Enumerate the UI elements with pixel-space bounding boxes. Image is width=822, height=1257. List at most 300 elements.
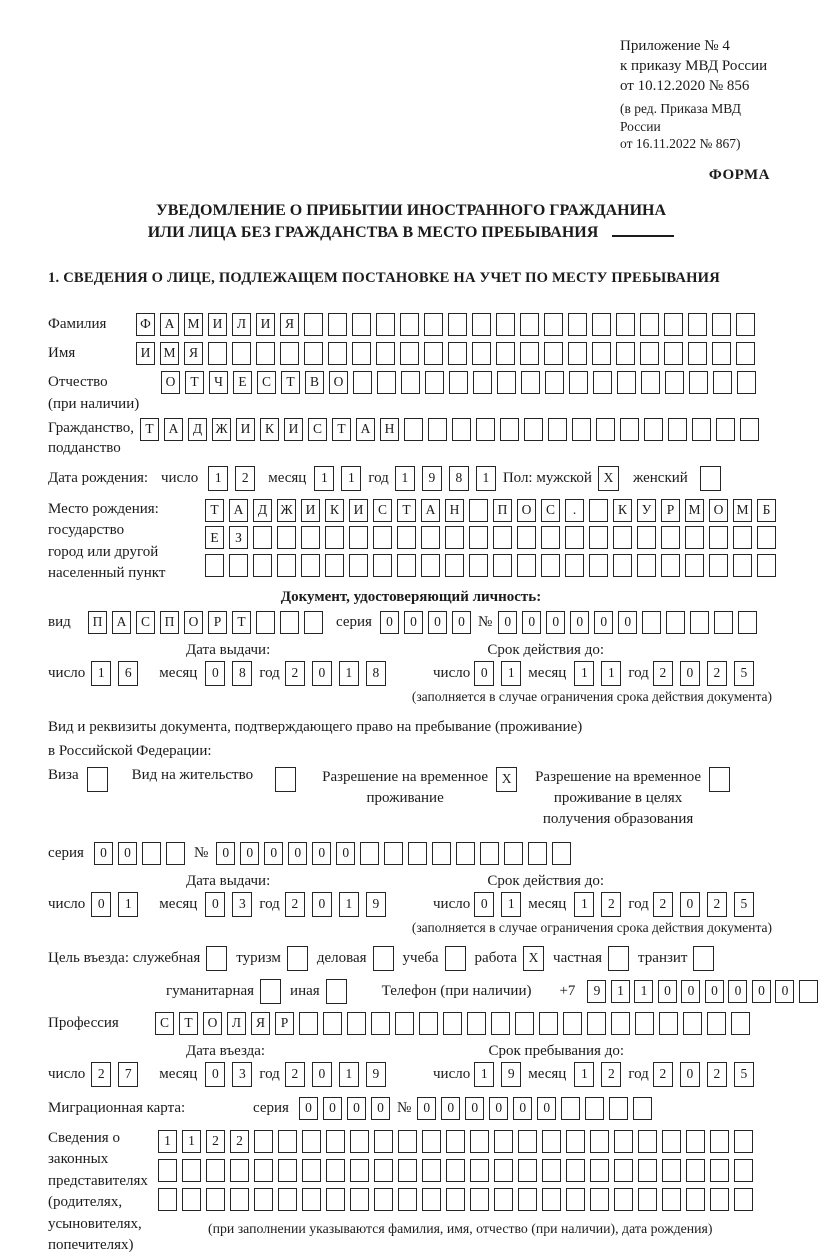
permit-dates-block xyxy=(48,873,774,936)
char-cell: 1 xyxy=(339,1062,359,1087)
char-cell xyxy=(256,342,275,365)
char-cell xyxy=(472,342,491,365)
char-cell: Т xyxy=(205,499,224,522)
doc-type-row xyxy=(48,611,774,634)
char-cell xyxy=(683,1012,702,1035)
char-cell xyxy=(472,313,491,336)
representatives-label-5: усыновителях, xyxy=(48,1215,142,1232)
permit-valid-note: (заполняется в случае ограничения срока действия документа) xyxy=(411,919,772,935)
char-cell: 0 xyxy=(336,842,355,865)
permit-valid-year-cells xyxy=(653,892,761,917)
patronymic-note: (при наличии) xyxy=(48,395,140,412)
char-cell xyxy=(565,554,584,577)
purpose-humanitarian-label: гуманитарная xyxy=(166,982,255,999)
char-cell xyxy=(693,946,714,971)
birth-month-label: месяц xyxy=(268,469,307,486)
char-cell xyxy=(734,1188,753,1211)
char-cell xyxy=(280,611,299,634)
representatives-labels xyxy=(48,1128,158,1257)
char-cell: 2 xyxy=(653,892,673,917)
char-cell: М xyxy=(184,313,203,336)
char-cell xyxy=(304,342,323,365)
char-cell xyxy=(384,842,403,865)
char-cell: 1 xyxy=(574,892,594,917)
char-cell xyxy=(326,1188,345,1211)
char-cell xyxy=(494,1130,513,1153)
char-cell xyxy=(206,946,227,971)
char-cell: С xyxy=(541,499,560,522)
char-cell xyxy=(422,1130,441,1153)
birth-place-cells-row1 xyxy=(205,499,781,522)
citizenship-cells xyxy=(140,418,764,441)
char-cell: А xyxy=(229,499,248,522)
char-cell: 5 xyxy=(734,892,754,917)
char-cell: 2 xyxy=(601,892,621,917)
doc-valid-until-group xyxy=(433,661,761,686)
char-cell xyxy=(280,342,299,365)
char-cell xyxy=(734,1159,753,1182)
char-cell xyxy=(158,1188,177,1211)
doc-valid-note: (заполняется в случае ограничения срока действия документа) xyxy=(411,688,772,704)
char-cell xyxy=(397,554,416,577)
char-cell xyxy=(637,526,656,549)
char-cell: 9 xyxy=(422,466,442,491)
char-cell: Е xyxy=(233,371,252,394)
char-cell: 9 xyxy=(501,1062,521,1087)
char-cell xyxy=(254,1188,273,1211)
char-cell: У xyxy=(637,499,656,522)
char-cell: 1 xyxy=(118,892,138,917)
resident-doc-paragraph xyxy=(48,715,774,763)
char-cell xyxy=(287,946,308,971)
char-cell xyxy=(496,313,515,336)
char-cell xyxy=(302,1159,321,1182)
char-cell xyxy=(469,526,488,549)
char-cell: Т xyxy=(232,611,251,634)
char-cell xyxy=(229,554,248,577)
char-cell: 2 xyxy=(707,1062,727,1087)
birth-place-label-3: город или другой xyxy=(48,543,159,560)
char-cell xyxy=(545,371,564,394)
char-cell xyxy=(665,371,684,394)
char-cell: 0 xyxy=(441,1097,460,1120)
surname-label: Фамилия xyxy=(48,315,107,332)
char-cell xyxy=(590,1130,609,1153)
char-cell: Т xyxy=(281,371,300,394)
char-cell xyxy=(799,980,818,1003)
char-cell: 0 xyxy=(118,842,137,865)
char-cell xyxy=(301,526,320,549)
char-cell: М xyxy=(160,342,179,365)
char-cell xyxy=(635,1012,654,1035)
char-cell: З xyxy=(229,526,248,549)
profession-cells xyxy=(155,1012,755,1035)
representatives-cells-row2 xyxy=(158,1159,758,1182)
char-cell xyxy=(585,1097,604,1120)
char-cell xyxy=(737,371,756,394)
char-cell xyxy=(520,342,539,365)
char-cell xyxy=(542,1159,561,1182)
char-cell: Р xyxy=(275,1012,294,1035)
patronymic-label: Отчество xyxy=(48,373,108,390)
char-cell xyxy=(326,1159,345,1182)
char-cell: В xyxy=(305,371,324,394)
char-cell xyxy=(712,342,731,365)
char-cell: О xyxy=(329,371,348,394)
char-cell xyxy=(421,554,440,577)
birth-place-label-2: государство xyxy=(48,522,125,538)
char-cell xyxy=(616,342,635,365)
char-cell xyxy=(542,1188,561,1211)
char-cell: 0 xyxy=(240,842,259,865)
char-cell xyxy=(496,342,515,365)
char-cell xyxy=(480,842,499,865)
stay-year-label: год xyxy=(628,1065,649,1082)
char-cell xyxy=(561,1097,580,1120)
stay-until-heading: Срок пребывания до: xyxy=(488,1042,624,1059)
migcard-series-label: серия xyxy=(253,1099,289,1116)
char-cell xyxy=(638,1159,657,1182)
char-cell xyxy=(166,842,185,865)
temp-permit-label-line2: проживание xyxy=(366,789,444,806)
char-cell xyxy=(661,526,680,549)
char-cell: 0 xyxy=(312,842,331,865)
char-cell: О xyxy=(517,499,536,522)
char-cell xyxy=(566,1188,585,1211)
doc-issue-year-cells xyxy=(285,661,393,686)
sex-female-checkbox xyxy=(700,466,721,491)
identity-doc-heading: Документ, удостоверяющий личность: xyxy=(280,588,542,605)
char-cell: 0 xyxy=(658,980,677,1003)
char-cell xyxy=(256,611,275,634)
char-cell xyxy=(500,418,519,441)
patronymic-row xyxy=(48,371,774,394)
visa-label: Виза xyxy=(48,766,79,783)
char-cell: 3 xyxy=(232,892,252,917)
char-cell xyxy=(616,313,635,336)
form-title xyxy=(48,200,774,244)
doc-valid-year-cells xyxy=(653,661,761,686)
representatives-cells-row1 xyxy=(158,1130,758,1153)
char-cell xyxy=(422,1188,441,1211)
birth-day-cells xyxy=(208,466,262,491)
purpose-business-checkbox xyxy=(373,946,394,971)
char-cell xyxy=(260,979,281,1004)
char-cell xyxy=(736,342,755,365)
char-cell: 0 xyxy=(94,842,113,865)
char-cell xyxy=(504,842,523,865)
phone-prefix: +7 xyxy=(559,982,576,999)
char-cell xyxy=(569,371,588,394)
temp-permit-edu-label-line3: получения образования xyxy=(542,810,694,827)
permit-series-label: серия xyxy=(48,844,84,861)
migcard-number-cells xyxy=(417,1097,657,1120)
char-cell xyxy=(613,526,632,549)
purpose-transit-label: транзит xyxy=(638,949,688,966)
char-cell: 1 xyxy=(501,661,521,686)
char-cell: 0 xyxy=(205,661,225,686)
char-cell xyxy=(528,842,547,865)
entry-month-cells xyxy=(205,1062,259,1087)
char-cell xyxy=(688,342,707,365)
char-cell xyxy=(613,554,632,577)
char-cell: . xyxy=(565,499,584,522)
char-cell xyxy=(544,313,563,336)
doc-issue-month-label: месяц xyxy=(159,664,198,681)
char-cell: Д xyxy=(188,418,207,441)
char-cell xyxy=(548,418,567,441)
doc-number-cells xyxy=(498,611,762,634)
char-cell: 2 xyxy=(707,661,727,686)
char-cell xyxy=(517,526,536,549)
char-cell: 8 xyxy=(366,661,386,686)
citizenship-row xyxy=(48,418,774,458)
char-cell: 2 xyxy=(235,466,255,491)
char-cell xyxy=(325,526,344,549)
forma-label: ФОРМА xyxy=(708,166,770,183)
permit-valid-day-label: число xyxy=(433,895,471,912)
char-cell: 2 xyxy=(206,1130,225,1153)
given-name-row xyxy=(48,342,774,365)
representatives-label-1: Сведения о xyxy=(48,1129,120,1146)
section1-heading: 1. СВЕДЕНИЯ О ЛИЦЕ, ПОДЛЕЖАЩЕМ ПОСТАНОВКЕ НА УЧЕТ ПО МЕСТУ ПРЕБЫВАНИЯ xyxy=(48,269,720,286)
char-cell: К xyxy=(325,499,344,522)
stay-month-cells xyxy=(574,1062,628,1087)
char-cell: А xyxy=(421,499,440,522)
char-cell: 9 xyxy=(366,1062,386,1087)
char-cell xyxy=(617,371,636,394)
purpose-tourism-checkbox xyxy=(287,946,308,971)
doc-number-label: № xyxy=(477,613,493,630)
char-cell xyxy=(374,1130,393,1153)
permit-valid-until-heading: Срок действия до: xyxy=(487,872,604,889)
char-cell xyxy=(377,371,396,394)
char-cell xyxy=(422,1159,441,1182)
char-cell xyxy=(446,1188,465,1211)
char-cell xyxy=(517,554,536,577)
purpose-work-checkbox xyxy=(523,946,544,971)
char-cell: А xyxy=(356,418,375,441)
appendix-line-3: от 10.12.2020 № 856 xyxy=(620,78,750,94)
char-cell: 0 xyxy=(205,1062,225,1087)
char-cell: 8 xyxy=(449,466,469,491)
sex-male-checkbox xyxy=(598,466,619,491)
char-cell xyxy=(443,1012,462,1035)
permit-series-row xyxy=(48,842,774,865)
char-cell: 1 xyxy=(634,980,653,1003)
temp-permit-edu-checkbox xyxy=(709,767,730,792)
char-cell xyxy=(563,1012,582,1035)
char-cell xyxy=(713,371,732,394)
purpose-private-checkbox xyxy=(608,946,629,971)
char-cell xyxy=(376,342,395,365)
char-cell xyxy=(395,1012,414,1035)
char-cell xyxy=(518,1188,537,1211)
stay-until-group xyxy=(433,1062,761,1087)
char-cell: С xyxy=(155,1012,174,1035)
entry-day-cells xyxy=(91,1062,145,1087)
char-cell xyxy=(326,979,347,1004)
char-cell xyxy=(275,767,296,792)
char-cell: 1 xyxy=(314,466,334,491)
char-cell xyxy=(589,526,608,549)
char-cell xyxy=(592,313,611,336)
char-cell: 0 xyxy=(474,892,494,917)
char-cell xyxy=(421,526,440,549)
char-cell: О xyxy=(184,611,203,634)
char-cell: 0 xyxy=(205,892,225,917)
char-cell: 1 xyxy=(339,661,359,686)
char-cell: 0 xyxy=(570,611,589,634)
purpose-other-label: иная xyxy=(290,982,320,999)
char-cell xyxy=(515,1012,534,1035)
char-cell xyxy=(608,946,629,971)
char-cell: С xyxy=(136,611,155,634)
char-cell xyxy=(590,1159,609,1182)
char-cell: 0 xyxy=(288,842,307,865)
char-cell xyxy=(398,1130,417,1153)
birth-place-label-4: населенный пункт xyxy=(48,565,166,581)
char-cell xyxy=(689,371,708,394)
sex-male-label: Пол: мужской xyxy=(502,469,592,486)
char-cell xyxy=(374,1159,393,1182)
char-cell xyxy=(470,1159,489,1182)
char-cell xyxy=(424,342,443,365)
char-cell xyxy=(301,554,320,577)
char-cell xyxy=(662,1130,681,1153)
char-cell: 0 xyxy=(299,1097,318,1120)
char-cell xyxy=(710,1159,729,1182)
permit-valid-month-label: месяц xyxy=(528,895,567,912)
char-cell: X xyxy=(523,946,544,971)
char-cell xyxy=(757,554,776,577)
char-cell xyxy=(360,842,379,865)
char-cell xyxy=(493,554,512,577)
char-cell xyxy=(398,1159,417,1182)
char-cell xyxy=(666,611,685,634)
char-cell: Я xyxy=(184,342,203,365)
purpose-business-label: деловая xyxy=(316,949,367,966)
char-cell: Р xyxy=(208,611,227,634)
char-cell: 2 xyxy=(91,1062,111,1087)
char-cell xyxy=(230,1159,249,1182)
char-cell xyxy=(208,342,227,365)
char-cell: Ф xyxy=(136,313,155,336)
char-cell xyxy=(633,1097,652,1120)
char-cell: X xyxy=(598,466,619,491)
char-cell: 0 xyxy=(680,661,700,686)
char-cell xyxy=(350,1159,369,1182)
char-cell xyxy=(733,526,752,549)
char-cell xyxy=(448,313,467,336)
representatives-label-6: попечителях) xyxy=(48,1237,134,1253)
char-cell xyxy=(688,313,707,336)
char-cell: 1 xyxy=(476,466,496,491)
char-cell: Д xyxy=(253,499,272,522)
char-cell: П xyxy=(160,611,179,634)
char-cell: 0 xyxy=(680,892,700,917)
char-cell: 0 xyxy=(452,611,471,634)
char-cell xyxy=(205,554,224,577)
char-cell xyxy=(302,1130,321,1153)
entry-date-group xyxy=(48,1062,433,1087)
char-cell: Ж xyxy=(212,418,231,441)
char-cell: А xyxy=(112,611,131,634)
birth-place-block xyxy=(48,499,774,585)
birth-place-label-1: Место рождения: xyxy=(48,500,159,517)
char-cell: 0 xyxy=(728,980,747,1003)
char-cell: Т xyxy=(185,371,204,394)
appendix-block xyxy=(620,36,774,153)
stay-month-label: месяц xyxy=(528,1065,567,1082)
char-cell xyxy=(497,371,516,394)
birth-place-rows xyxy=(205,499,781,585)
char-cell xyxy=(254,1159,273,1182)
appendix-line-1: Приложение № 4 xyxy=(620,38,730,54)
char-cell: Т xyxy=(397,499,416,522)
char-cell xyxy=(539,1012,558,1035)
birth-place-labels xyxy=(48,499,205,585)
char-cell xyxy=(470,1188,489,1211)
char-cell: 0 xyxy=(380,611,399,634)
doc-issue-year-label: год xyxy=(259,664,280,681)
doc-series-cells xyxy=(380,611,476,634)
char-cell: 1 xyxy=(574,661,594,686)
temp-permit-edu-label xyxy=(535,767,701,830)
char-cell xyxy=(304,313,323,336)
char-cell xyxy=(253,554,272,577)
char-cell xyxy=(408,842,427,865)
char-cell xyxy=(400,313,419,336)
char-cell xyxy=(716,418,735,441)
char-cell: 1 xyxy=(611,980,630,1003)
purpose-humanitarian-checkbox xyxy=(260,979,281,1004)
appendix-line-2: к приказу МВД России xyxy=(620,58,768,74)
permit-issue-day-label: число xyxy=(48,895,86,912)
char-cell xyxy=(662,1159,681,1182)
char-cell xyxy=(401,371,420,394)
char-cell xyxy=(494,1188,513,1211)
char-cell: 0 xyxy=(680,1062,700,1087)
char-cell: 0 xyxy=(417,1097,436,1120)
purpose-private-label: частная xyxy=(553,949,603,966)
visa-checkbox xyxy=(87,767,108,792)
purpose-transit-checkbox xyxy=(693,946,714,971)
stay-day-label: число xyxy=(433,1065,471,1082)
char-cell xyxy=(373,946,394,971)
entry-month-label: месяц xyxy=(159,1065,198,1082)
char-cell xyxy=(710,1188,729,1211)
char-cell xyxy=(182,1188,201,1211)
char-cell: Я xyxy=(251,1012,270,1035)
char-cell xyxy=(685,526,704,549)
char-cell xyxy=(400,342,419,365)
char-cell: А xyxy=(164,418,183,441)
char-cell xyxy=(349,554,368,577)
char-cell xyxy=(404,418,423,441)
given-name-label: Имя xyxy=(48,344,76,361)
char-cell: Б xyxy=(757,499,776,522)
char-cell: 0 xyxy=(404,611,423,634)
profession-label: Профессия xyxy=(48,1014,119,1031)
char-cell: Л xyxy=(227,1012,246,1035)
given-name-cells xyxy=(136,342,760,365)
char-cell xyxy=(182,1159,201,1182)
char-cell xyxy=(518,1130,537,1153)
char-cell xyxy=(740,418,759,441)
permit-valid-until-group xyxy=(433,892,761,917)
char-cell xyxy=(638,1130,657,1153)
